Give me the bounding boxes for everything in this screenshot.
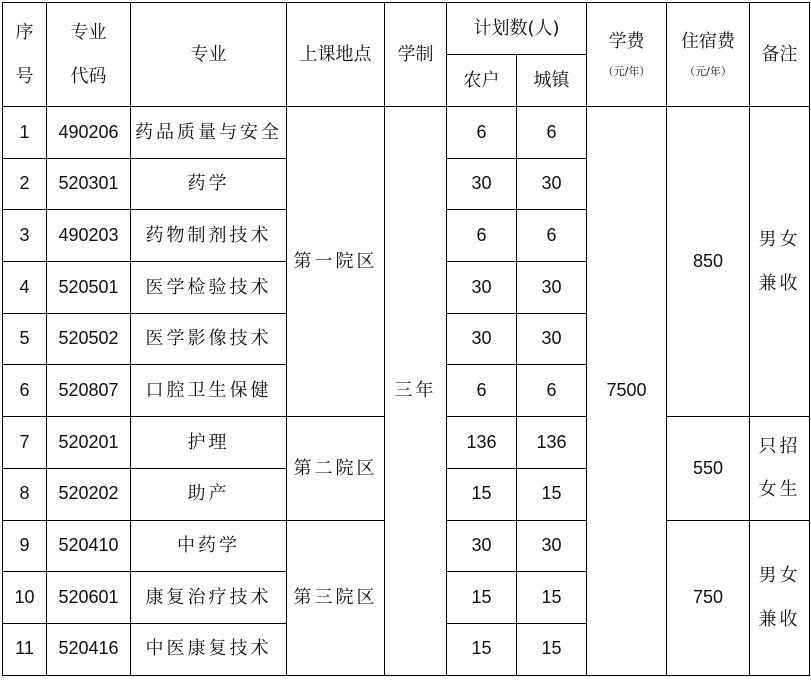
cell-no: 7 [3, 417, 47, 469]
cell-code: 520601 [47, 572, 131, 624]
cell-rural: 136 [447, 417, 517, 469]
header-code-bottom: 代码 [70, 65, 107, 87]
cell-rural: 15 [447, 623, 517, 675]
header-row-1 [3, 3, 810, 55]
cell-rural: 30 [447, 313, 517, 365]
cell-rural: 6 [447, 365, 517, 417]
cell-urban: 30 [517, 158, 587, 210]
header-plan-urban: 城镇 [517, 55, 587, 107]
header-duration: 学制 [385, 3, 447, 107]
header-code-top: 专业 [70, 21, 107, 43]
cell-major: 医学影像技术 [131, 313, 287, 365]
cell-code: 520410 [47, 520, 131, 572]
cell-code: 520501 [47, 262, 131, 314]
header-seq-bottom: 号 [15, 65, 34, 87]
cell-major: 康复治疗技术 [131, 572, 287, 624]
cell-major: 护理 [131, 417, 287, 469]
cell-rural: 30 [447, 262, 517, 314]
note-line: 男女 [758, 228, 801, 250]
cell-note-group2 [750, 417, 810, 520]
note-line: 只招 [758, 435, 801, 457]
cell-major: 中药学 [131, 520, 287, 572]
cell-urban: 15 [517, 468, 587, 520]
cell-dorm-group2: 550 [667, 417, 750, 520]
cell-urban: 30 [517, 313, 587, 365]
cell-code: 490206 [47, 107, 131, 159]
cell-no: 2 [3, 158, 47, 210]
table-row [3, 107, 810, 159]
cell-major: 药学 [131, 158, 287, 210]
cell-no: 3 [3, 210, 47, 262]
cell-rural: 30 [447, 520, 517, 572]
header-code [47, 3, 131, 107]
cell-code: 520807 [47, 365, 131, 417]
cell-code: 520416 [47, 623, 131, 675]
cell-major: 药物制剂技术 [131, 210, 287, 262]
cell-rural: 6 [447, 210, 517, 262]
cell-dorm-group3: 750 [667, 520, 750, 675]
cell-dorm-group1: 850 [667, 107, 750, 417]
cell-location-campus1: 第一院区 [287, 107, 385, 417]
cell-rural: 15 [447, 468, 517, 520]
header-location: 上课地点 [287, 3, 385, 107]
note-line: 兼收 [758, 272, 801, 294]
cell-urban: 15 [517, 572, 587, 624]
enrollment-table [2, 2, 810, 676]
cell-note-group1 [750, 107, 810, 417]
cell-no: 6 [3, 365, 47, 417]
cell-location-campus3: 第三院区 [287, 520, 385, 675]
cell-duration: 三年 [385, 107, 447, 676]
header-dorm-unit: （元/年） [684, 64, 732, 78]
cell-rural: 6 [447, 107, 517, 159]
header-dorm-label: 住宿费 [681, 31, 736, 53]
cell-code: 520301 [47, 158, 131, 210]
header-dorm [667, 3, 750, 107]
cell-no: 11 [3, 623, 47, 675]
cell-code: 520502 [47, 313, 131, 365]
header-plan-rural: 农户 [447, 55, 517, 107]
cell-tuition: 7500 [587, 107, 667, 676]
cell-code: 520201 [47, 417, 131, 469]
cell-no: 8 [3, 468, 47, 520]
cell-no: 9 [3, 520, 47, 572]
cell-urban: 6 [517, 107, 587, 159]
cell-major: 中医康复技术 [131, 623, 287, 675]
cell-urban: 136 [517, 417, 587, 469]
cell-code: 520202 [47, 468, 131, 520]
cell-urban: 6 [517, 210, 587, 262]
note-line: 女生 [758, 479, 801, 501]
cell-major: 助产 [131, 468, 287, 520]
cell-urban: 30 [517, 520, 587, 572]
cell-code: 490203 [47, 210, 131, 262]
cell-note-group3 [750, 520, 810, 675]
header-major: 专业 [131, 3, 287, 107]
header-tuition-label: 学费 [608, 31, 645, 53]
cell-major: 口腔卫生保健 [131, 365, 287, 417]
cell-location-campus2: 第二院区 [287, 417, 385, 520]
cell-no: 4 [3, 262, 47, 314]
cell-major: 药品质量与安全 [131, 107, 287, 159]
note-line: 兼收 [758, 608, 801, 630]
header-note: 备注 [750, 3, 810, 107]
cell-no: 10 [3, 572, 47, 624]
cell-rural: 30 [447, 158, 517, 210]
cell-urban: 6 [517, 365, 587, 417]
cell-major: 医学检验技术 [131, 262, 287, 314]
cell-no: 5 [3, 313, 47, 365]
note-line: 男女 [758, 564, 801, 586]
header-seq-top: 序 [15, 21, 34, 43]
header-tuition-unit: （元/年） [602, 64, 651, 78]
cell-no: 1 [3, 107, 47, 159]
header-plan: 计划数(人) [447, 3, 587, 55]
cell-urban: 15 [517, 623, 587, 675]
cell-urban: 30 [517, 262, 587, 314]
header-seq [3, 3, 47, 107]
cell-rural: 15 [447, 572, 517, 624]
header-tuition [587, 3, 667, 107]
